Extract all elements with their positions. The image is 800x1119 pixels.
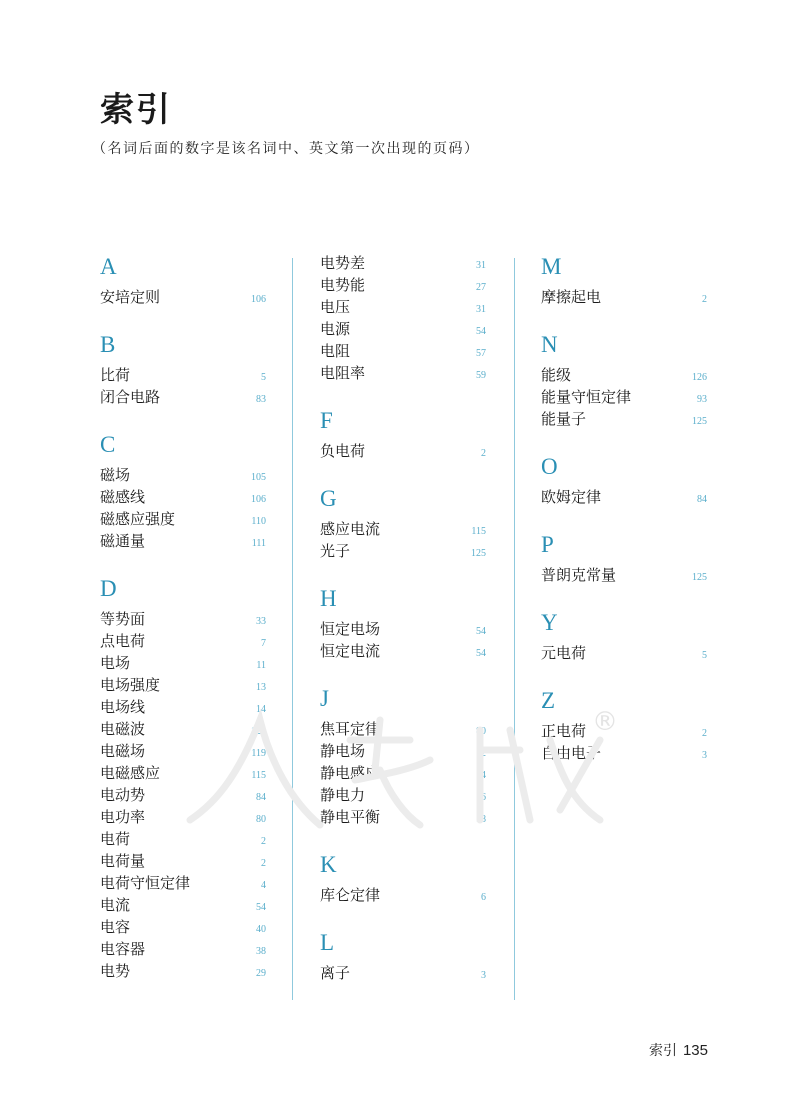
index-term: 感应电流 <box>320 520 381 538</box>
index-term: 电荷 <box>100 830 131 848</box>
index-letter-heading: Y <box>541 610 558 635</box>
index-column-2 <box>320 252 488 984</box>
index-page-number: 2 <box>261 858 266 869</box>
index-letter-heading: H <box>320 586 337 611</box>
index-entry <box>320 618 488 640</box>
index-page-number: 5 <box>261 372 266 383</box>
index-term: 磁通量 <box>100 532 146 550</box>
index-entry <box>100 652 268 674</box>
index-term: 能级 <box>541 366 572 384</box>
index-term: 普朗克常量 <box>541 566 617 584</box>
index-page-number: 110 <box>251 516 266 527</box>
index-term: 电容器 <box>100 940 146 958</box>
index-letter-heading: M <box>541 254 562 279</box>
index-page-number: 7 <box>261 638 266 649</box>
footer-section-label: 索引 <box>648 1043 677 1059</box>
index-entry <box>100 464 268 486</box>
index-page-number: 33 <box>256 616 266 627</box>
index-term: 光子 <box>320 542 351 560</box>
index-page-number: 125 <box>692 416 707 427</box>
index-entry <box>100 286 268 308</box>
page-title: 索引 <box>100 90 172 130</box>
index-term: 电磁场 <box>100 742 146 760</box>
index-entry <box>320 318 488 340</box>
index-group <box>541 330 709 430</box>
index-entry <box>541 386 709 408</box>
index-page-number: 119 <box>251 748 266 759</box>
index-term: 电场强度 <box>100 676 161 694</box>
index-page-number: 54 <box>476 626 486 637</box>
index-term: 自由电子 <box>541 744 602 762</box>
index-letter-heading: Z <box>541 688 556 713</box>
index-page-number: 40 <box>256 924 266 935</box>
index-entry <box>541 742 709 764</box>
index-group <box>320 928 488 984</box>
index-group <box>100 574 268 982</box>
index-entry <box>320 884 488 906</box>
index-term: 等势面 <box>100 610 146 628</box>
index-page-number: 31 <box>476 304 486 315</box>
index-group <box>320 252 488 384</box>
index-page-number: 125 <box>692 572 707 583</box>
index-group <box>100 430 268 552</box>
index-term: 电势差 <box>320 254 366 272</box>
index-page-number: 2 <box>702 728 707 739</box>
index-page-number: 29 <box>256 968 266 979</box>
index-entry <box>320 784 488 806</box>
index-group <box>541 530 709 586</box>
index-page-number: 4 <box>261 880 266 891</box>
index-term: 电功率 <box>100 808 146 826</box>
index-entry <box>320 962 488 984</box>
index-term: 静电平衡 <box>320 808 381 826</box>
index-page-number: 13 <box>256 682 266 693</box>
index-term: 电势能 <box>320 276 366 294</box>
index-entry <box>541 286 709 308</box>
index-group <box>320 484 488 562</box>
index-term: 电源 <box>320 320 351 338</box>
index-term: 元电荷 <box>541 644 587 662</box>
index-entry <box>320 540 488 562</box>
index-page-number: 83 <box>256 394 266 405</box>
index-entry <box>100 608 268 630</box>
index-group <box>100 252 268 308</box>
index-entry <box>100 762 268 784</box>
index-entry <box>320 518 488 540</box>
index-group <box>541 452 709 508</box>
index-group <box>100 330 268 408</box>
index-term: 电流 <box>100 896 131 914</box>
index-page-number: 80 <box>256 814 266 825</box>
index-page-number: 2 <box>261 836 266 847</box>
index-entry <box>100 386 268 408</box>
index-term: 电荷守恒定律 <box>100 874 191 892</box>
index-entry <box>100 718 268 740</box>
index-term: 电压 <box>320 298 351 316</box>
index-page-number: 125 <box>471 548 486 559</box>
page-subtitle: （名词后面的数字是该名词中、英文第一次出现的页码） <box>92 141 480 157</box>
index-page-number: 80 <box>476 726 486 737</box>
index-page-number: 54 <box>256 902 266 913</box>
index-entry <box>541 364 709 386</box>
index-page-number: 5 <box>702 650 707 661</box>
index-term: 能量子 <box>541 410 587 428</box>
index-page-number: 2 <box>702 294 707 305</box>
index-group <box>320 684 488 828</box>
page-footer <box>649 1040 708 1060</box>
index-letter-heading: A <box>100 254 117 279</box>
index-entry <box>320 740 488 762</box>
index-group <box>320 406 488 462</box>
index-term: 电阻 <box>320 342 351 360</box>
index-entry <box>100 508 268 530</box>
index-column-1 <box>100 252 268 982</box>
index-entry <box>100 916 268 938</box>
index-page-number: 12 <box>476 748 486 759</box>
index-entry <box>100 486 268 508</box>
index-entry <box>320 252 488 274</box>
index-page-number: 3 <box>481 970 486 981</box>
index-letter-heading: G <box>320 486 337 511</box>
index-entry <box>541 486 709 508</box>
index-term: 库仑定律 <box>320 886 381 904</box>
index-term: 点电荷 <box>100 632 146 650</box>
index-entry <box>100 806 268 828</box>
index-entry <box>541 642 709 664</box>
index-entry <box>100 894 268 916</box>
index-term: 电荷量 <box>100 852 146 870</box>
index-entry <box>320 762 488 784</box>
index-term: 静电力 <box>320 786 366 804</box>
index-entry <box>100 674 268 696</box>
index-entry <box>320 296 488 318</box>
index-page-number: 115 <box>251 770 266 781</box>
index-page-number: 84 <box>697 494 707 505</box>
index-page-number: 3 <box>702 750 707 761</box>
index-term: 摩擦起电 <box>541 288 602 306</box>
index-letter-heading: K <box>320 852 337 877</box>
index-page-number: 2 <box>481 448 486 459</box>
index-page-number: 6 <box>481 892 486 903</box>
index-page-number: 105 <box>251 472 266 483</box>
index-group <box>541 686 709 764</box>
index-page-number: 54 <box>476 648 486 659</box>
index-entry <box>100 872 268 894</box>
index-page-number: 6 <box>481 792 486 803</box>
index-page-number: 115 <box>471 526 486 537</box>
index-entry <box>320 274 488 296</box>
index-group <box>320 850 488 906</box>
index-term: 焦耳定律 <box>320 720 381 738</box>
index-term: 静电感应 <box>320 764 381 782</box>
index-entry <box>541 408 709 430</box>
index-term: 磁感线 <box>100 488 146 506</box>
index-entry <box>320 340 488 362</box>
index-entry <box>100 696 268 718</box>
index-term: 电磁感应 <box>100 764 161 782</box>
index-term: 恒定电场 <box>320 620 381 638</box>
index-entry <box>100 938 268 960</box>
index-term: 电势 <box>100 962 131 980</box>
index-letter-heading: F <box>320 408 333 433</box>
index-term: 欧姆定律 <box>541 488 602 506</box>
index-term: 离子 <box>320 964 351 982</box>
index-term: 电场 <box>100 654 131 672</box>
index-entry <box>100 850 268 872</box>
index-term: 电场线 <box>100 698 146 716</box>
index-group <box>541 252 709 308</box>
index-term: 电阻率 <box>320 364 366 382</box>
index-page-number: 59 <box>476 370 486 381</box>
index-page-number: 31 <box>476 260 486 271</box>
index-group <box>541 608 709 664</box>
index-page-number: 57 <box>476 348 486 359</box>
index-group <box>320 584 488 662</box>
index-page-number: 126 <box>692 372 707 383</box>
index-page-number: 27 <box>476 282 486 293</box>
index-page-number: 18 <box>476 814 486 825</box>
index-term: 比荷 <box>100 366 131 384</box>
index-page-number: 111 <box>251 538 266 549</box>
index-entry <box>541 720 709 742</box>
index-term: 静电场 <box>320 742 366 760</box>
index-page-number: 11 <box>256 660 266 671</box>
index-term: 电动势 <box>100 786 146 804</box>
index-entry <box>100 828 268 850</box>
index-entry <box>320 806 488 828</box>
index-page-number: 120 <box>251 726 266 737</box>
index-letter-heading: J <box>320 686 329 711</box>
index-page-number: 38 <box>256 946 266 957</box>
index-term: 负电荷 <box>320 442 366 460</box>
column-divider <box>292 258 293 1000</box>
index-entry <box>100 784 268 806</box>
index-entry <box>100 364 268 386</box>
footer-page-number: 135 <box>682 1042 708 1059</box>
index-term: 闭合电路 <box>100 388 161 406</box>
index-entry <box>320 640 488 662</box>
index-entry <box>541 564 709 586</box>
index-page-number: 106 <box>251 294 266 305</box>
index-entry <box>100 630 268 652</box>
index-entry <box>100 740 268 762</box>
index-term: 安培定则 <box>100 288 161 306</box>
index-term: 磁场 <box>100 466 131 484</box>
index-term: 电磁波 <box>100 720 146 738</box>
index-entry <box>100 530 268 552</box>
index-term: 正电荷 <box>541 722 587 740</box>
registered-mark: ® <box>592 707 618 737</box>
index-page-number: 93 <box>697 394 707 405</box>
index-entry <box>320 718 488 740</box>
index-entry <box>320 362 488 384</box>
index-page-number: 106 <box>251 494 266 505</box>
index-letter-heading: N <box>541 332 558 357</box>
index-letter-heading: L <box>320 930 335 955</box>
index-term: 电容 <box>100 918 131 936</box>
index-column-3 <box>541 252 709 764</box>
index-page-number: 54 <box>476 326 486 337</box>
index-letter-heading: O <box>541 454 558 479</box>
index-term: 恒定电流 <box>320 642 381 660</box>
column-divider <box>514 258 515 1000</box>
index-letter-heading: C <box>100 432 116 457</box>
index-page-number: 4 <box>481 770 486 781</box>
index-term: 能量守恒定律 <box>541 388 632 406</box>
index-letter-heading: B <box>100 332 116 357</box>
index-page-number: 84 <box>256 792 266 803</box>
index-entry <box>100 960 268 982</box>
index-entry <box>320 440 488 462</box>
index-letter-heading: D <box>100 576 117 601</box>
index-letter-heading: P <box>541 532 554 557</box>
index-page-number: 14 <box>256 704 266 715</box>
index-term: 磁感应强度 <box>100 510 176 528</box>
